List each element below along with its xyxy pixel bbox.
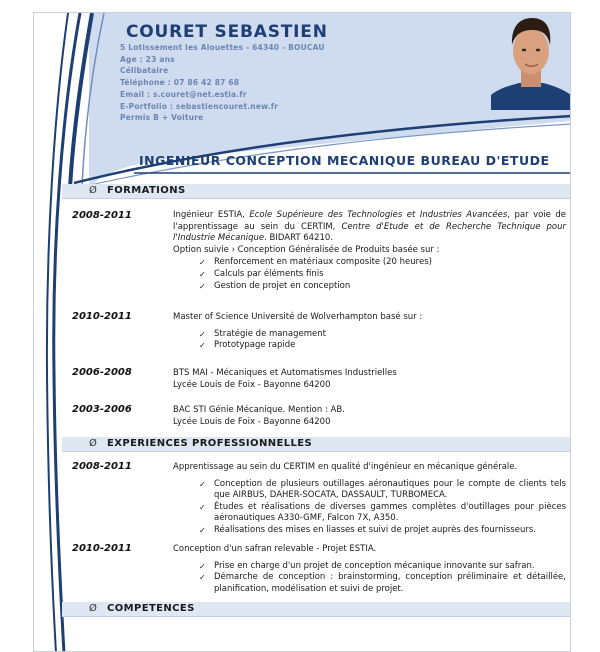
phone-line: Téléphone : 07 86 42 87 68 <box>120 78 240 88</box>
list-item: ✓ Prise en charge d'un projet de conception mécanique innovante sur safran. <box>199 560 535 571</box>
section-bullet-icon: Ø <box>89 438 97 449</box>
formation-entry: BAC STI Génie Mécanique. Mention : AB. Lycée Louis de Foix - Bayonne 64200 <box>173 405 345 427</box>
check-icon: ✓ <box>199 525 206 535</box>
address-line: 5 Lotissement les Alouettes - 64340 - BOUCAU <box>120 43 325 52</box>
entry-date: 2006-2008 <box>72 367 132 378</box>
check-icon: ✓ <box>199 281 206 291</box>
entry-date: 2008-2011 <box>72 461 132 472</box>
formation-entry: Master of Science Université de Wolverhampton basé sur : ✓ Stratégie de management ✓ Prototypage rapide <box>173 312 566 352</box>
entry-date: 2010-2011 <box>72 311 132 322</box>
check-icon: ✓ <box>199 561 206 571</box>
section-title: EXPERIENCES PROFESSIONNELLES <box>107 438 313 449</box>
list-item: ✓ Calculs par éléments finis <box>199 268 324 279</box>
list-item: ✓ Études et réalisations de diverses gammes complètes d'outillages pour pièces aéronautiques A330-GMF, Falcon 7X, A350. <box>199 501 566 524</box>
check-icon: ✓ <box>199 341 206 351</box>
check-icon: ✓ <box>199 502 206 512</box>
list-item: ✓ Démarche de conception : brainstorming, conception préliminaire et détaillée, planification, modélisation et suivi de projet. <box>199 572 566 594</box>
age-line: Age : 23 ans <box>120 54 175 64</box>
formation-entry: Ingénieur ESTIA, Ecole Supérieure des Technologies et Industries Avancées, par voie de l'apprentissage au sein du CERTIM, Centre d'Etude et de Recherche Technique pour l'Industrie Mécanique. BIDART 64210. Option suivie › Conception Généralisée de Produits basée sur : ✓ Renforcement en matériaux composite (20 heures) ✓ Calculs par éléments finis ✓ Gestion de projet en conception <box>173 210 567 291</box>
section-bullet-icon: Ø <box>89 603 97 614</box>
section-formations <box>62 184 571 199</box>
cv-page <box>33 12 571 652</box>
section-experiences <box>62 437 571 452</box>
section-title: COMPETENCES <box>107 603 195 614</box>
job-title: INGENIEUR CONCEPTION MECANIQUE BUREAU D'ETUDE <box>139 153 550 168</box>
formation-entry: BTS MAI - Mécaniques et Automatismes Industrielles Lycée Louis de Foix - Bayonne 64200 <box>173 368 397 390</box>
experience-entry: Conception d'un safran relevable - Projet ESTIA. ✓ Prise en charge d'un projet de conception mécanique innovante sur safran. ✓ Démarche de conception : brainstorming, conception préliminaire et détaillée, planification, modélisation et suivi de projet. <box>173 544 566 594</box>
list-item: ✓ Gestion de projet en conception <box>199 280 351 291</box>
experience-entry: Apprentissage au sein du CERTIM en qualité d'ingénieur en mécanique générale. ✓ Conception de plusieurs outillages aéronautiques pour le compte de clients tels que AIRBUS, DAHER-SOCATA, DASSAULT, TURBOMECA. ✓ Études et réalisations de diverses gammes complètes d'outillages pour pièces aéronautiques A330-GMF, Falcon 7X, A350. ✓ Réalisations des mises en liasses et suivi de projet auprès des fournisseurs. <box>173 462 566 535</box>
list-item: ✓ Prototypage rapide <box>199 340 296 351</box>
check-icon: ✓ <box>199 269 206 279</box>
section-title: FORMATIONS <box>107 185 186 196</box>
option-line: Option suivie › Conception Généralisée de Produits basée sur : <box>173 244 440 255</box>
list-item: ✓ Renforcement en matériaux composite (20 heures) <box>199 257 432 268</box>
check-icon: ✓ <box>199 258 206 268</box>
entry-date: 2003-2006 <box>72 404 132 415</box>
entry-date: 2010-2011 <box>72 543 132 554</box>
section-bullet-icon: Ø <box>89 185 97 196</box>
marital-status-line: Célibataire <box>120 66 169 76</box>
list-item: ✓ Stratégie de management <box>199 328 326 339</box>
section-competences <box>62 602 571 617</box>
list-item: ✓ Conception de plusieurs outillages aéronautiques pour le compte de clients tels que AIRBUS, DAHER-SOCATA, DASSAULT, TURBOMECA. <box>199 478 566 501</box>
driving-license-line: Permis B + Voiture <box>120 113 204 123</box>
portfolio-line: E-Portfolio : sebastiencouret.new.fr <box>120 101 279 111</box>
check-icon: ✓ <box>199 329 206 339</box>
check-icon: ✓ <box>199 479 206 489</box>
list-item: ✓ Réalisations des mises en liasses et suivi de projet auprès des fournisseurs. <box>199 524 536 535</box>
contact-info <box>120 42 325 124</box>
entry-date: 2008-2011 <box>72 210 132 221</box>
candidate-name: COURET SEBASTIEN <box>126 22 328 42</box>
check-icon: ✓ <box>199 573 206 583</box>
email-line: Email : s.couret@net.estia.fr <box>120 89 247 99</box>
profile-photo <box>491 13 571 110</box>
